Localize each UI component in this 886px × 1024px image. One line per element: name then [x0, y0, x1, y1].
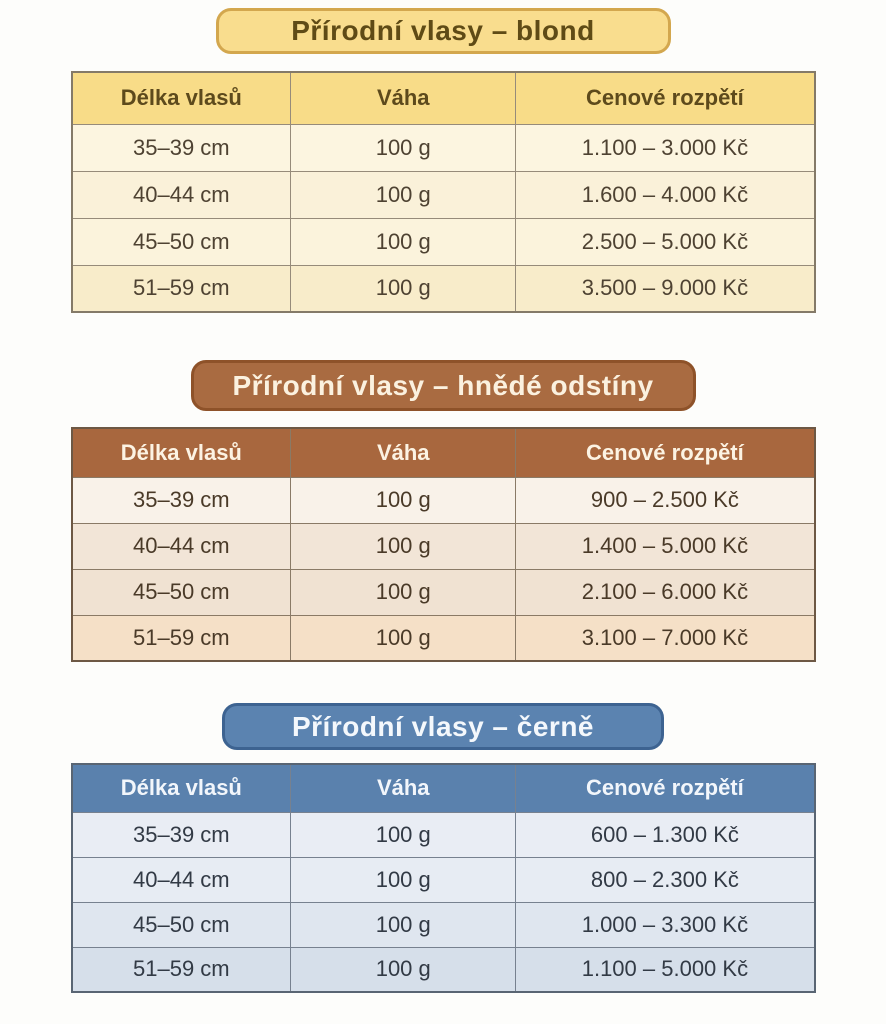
table-row	[72, 569, 815, 615]
table-row	[72, 218, 815, 265]
cell-weight: 100 g	[291, 523, 516, 569]
price-table-black	[71, 763, 816, 993]
table-row	[72, 523, 815, 569]
cell-weight: 100 g	[291, 857, 516, 902]
column-header-price-range: Cenové rozpětí	[516, 72, 815, 124]
column-header-price-range: Cenové rozpětí	[516, 764, 815, 812]
cell-hair-length: 51–59 cm	[72, 265, 291, 312]
cell-price-range: 1.100 – 5.000 Kč	[516, 947, 815, 992]
cell-hair-length: 35–39 cm	[72, 477, 291, 523]
header-row	[72, 764, 815, 812]
cell-weight: 100 g	[291, 615, 516, 661]
cell-hair-length: 35–39 cm	[72, 124, 291, 171]
column-header-hair-length: Délka vlasů	[72, 428, 291, 477]
cell-weight: 100 g	[291, 902, 516, 947]
cell-price-range: 1.000 – 3.300 Kč	[516, 902, 815, 947]
cell-hair-length: 45–50 cm	[72, 569, 291, 615]
cell-weight: 100 g	[291, 947, 516, 992]
table-row	[72, 477, 815, 523]
section-title: Přírodní vlasy – černě	[291, 710, 595, 742]
column-header-weight: Váha	[291, 764, 516, 812]
column-header-hair-length: Délka vlasů	[72, 764, 291, 812]
column-header-weight: Váha	[291, 428, 516, 477]
cell-weight: 100 g	[291, 218, 516, 265]
cell-price-range: 1.600 – 4.000 Kč	[516, 171, 815, 218]
table-row	[72, 615, 815, 661]
section-blond	[0, 0, 886, 313]
cell-hair-length: 51–59 cm	[72, 947, 291, 992]
column-header-weight: Váha	[291, 72, 516, 124]
price-table-blond	[71, 71, 816, 313]
cell-hair-length: 40–44 cm	[72, 523, 291, 569]
cell-hair-length: 45–50 cm	[72, 218, 291, 265]
cell-hair-length: 51–59 cm	[72, 615, 291, 661]
cell-weight: 100 g	[291, 812, 516, 857]
cell-weight: 100 g	[291, 124, 516, 171]
table-row	[72, 124, 815, 171]
cell-price-range: 900 – 2.500 Kč	[516, 477, 815, 523]
table-row	[72, 902, 815, 947]
section-title: Přírodní vlasy – hnědé odstíny	[232, 369, 654, 401]
column-header-price-range: Cenové rozpětí	[516, 428, 815, 477]
cell-price-range: 600 – 1.300 Kč	[516, 812, 815, 857]
cell-weight: 100 g	[291, 265, 516, 312]
header-row	[72, 428, 815, 477]
cell-weight: 100 g	[291, 171, 516, 218]
cell-price-range: 1.100 – 3.000 Kč	[516, 124, 815, 171]
section-title-pill-black	[222, 703, 664, 750]
table-row	[72, 265, 815, 312]
cell-price-range: 2.500 – 5.000 Kč	[516, 218, 815, 265]
table-row	[72, 812, 815, 857]
cell-price-range: 1.400 – 5.000 Kč	[516, 523, 815, 569]
section-brown-shades	[0, 313, 886, 662]
cell-hair-length: 35–39 cm	[72, 812, 291, 857]
column-header-hair-length: Délka vlasů	[72, 72, 291, 124]
header-row	[72, 72, 815, 124]
cell-hair-length: 40–44 cm	[72, 857, 291, 902]
cell-price-range: 2.100 – 6.000 Kč	[516, 569, 815, 615]
table-row	[72, 857, 815, 902]
cell-price-range: 800 – 2.300 Kč	[516, 857, 815, 902]
section-title-pill-blond	[216, 8, 671, 54]
cell-weight: 100 g	[291, 477, 516, 523]
table-row	[72, 171, 815, 218]
cell-price-range: 3.500 – 9.000 Kč	[516, 265, 815, 312]
section-title: Přírodní vlasy – blond	[291, 15, 595, 46]
cell-weight: 100 g	[291, 569, 516, 615]
section-black	[0, 662, 886, 993]
cell-hair-length: 45–50 cm	[72, 902, 291, 947]
cell-hair-length: 40–44 cm	[72, 171, 291, 218]
table-row	[72, 947, 815, 992]
cell-price-range: 3.100 – 7.000 Kč	[516, 615, 815, 661]
section-title-pill-brown	[191, 360, 696, 411]
price-table-brown	[71, 427, 816, 662]
